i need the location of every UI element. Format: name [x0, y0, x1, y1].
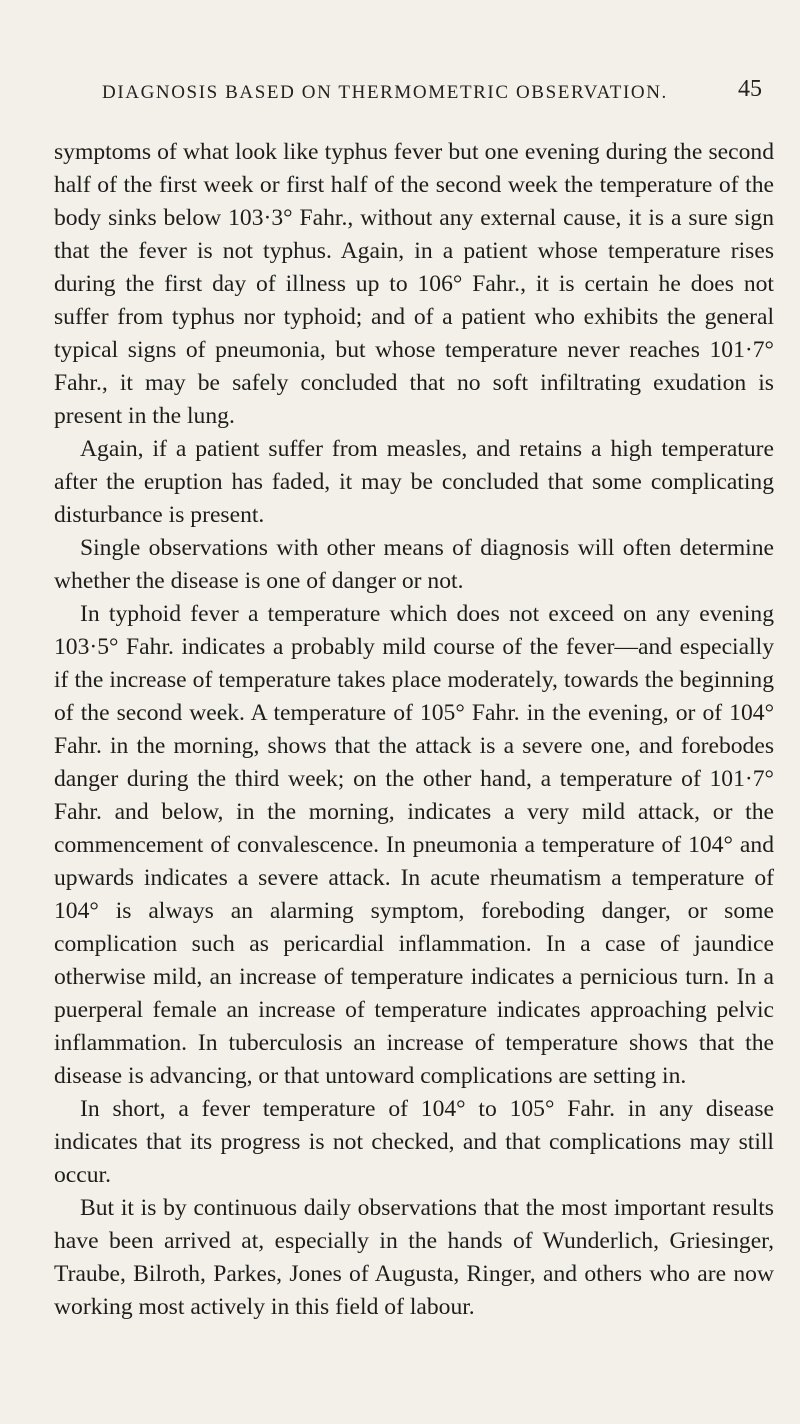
body-text [54, 136, 774, 1324]
paragraph: In typhoid fever a temperature which does not exceed on any evening 103·5° Fahr. indicates a probably mild course of the fever—and especially if the increase of temperature takes place moderately, towards the beginning of the second week. A temperature of 105° Fahr. in the evening, or of 104° Fahr. in the morning, shows that the attack is a severe one, and forebodes danger during the third week; on the other hand, a temperature of 101·7° Fahr. and below, in the morning, indicates a very mild attack, or the commencement of convalescence. In pneumonia a temperature of 104° and upwards indicates a severe attack. In acute rheumatism a temperature of 104° is always an alarming symptom, foreboding danger, or some complication such as pericardial inflammation. In a case of jaundice otherwise mild, an increase of temperature indicates a pernicious turn. In a puerperal female an increase of temperature indicates approaching pelvic inflammation. In tuberculosis an increase of temperature shows that the disease is advancing, or that untoward complications are setting in. [54, 601, 774, 1089]
page-number: 45 [738, 76, 762, 102]
paragraph: Single observations with other means of diagnosis will often determine whether the disease is one of danger or not. [54, 535, 774, 594]
paragraph-continued: symptoms of what look like typhus fever but one evening during the second half of the first week or first half of the second week the temperature of the body sinks below 103·3° Fahr., without any external cause, it is a sure sign that the fever is not typhus. Again, in a patient whose temperature rises during the first day of illness up to 106° Fahr., it is certain he does not suffer from typhus nor typhoid; and of a patient who exhibits the general typical signs of pneumonia, but whose temperature never reaches 101·7° Fahr., it may be safely concluded that no soft infiltrating exudation is present in the lung. [54, 139, 774, 429]
paragraph: But it is by continuous daily observations that the most important results have been arrived at, especially in the hands of Wunderlich, Griesinger, Traube, Bilroth, Parkes, Jones of Augusta, Ringer, and others who are now working most actively in this field of labour. [54, 1195, 774, 1320]
running-title: DIAGNOSIS BASED ON THERMOMETRIC OBSERVATION. [102, 82, 668, 103]
paragraph: Again, if a patient suffer from measles, and retains a high temperature after the eruption has faded, it may be concluded that some complicating disturbance is present. [54, 436, 774, 528]
paragraph: In short, a fever temperature of 104° to 105° Fahr. in any disease indicates that its progress is not checked, and that complications may still occur. [54, 1096, 774, 1188]
